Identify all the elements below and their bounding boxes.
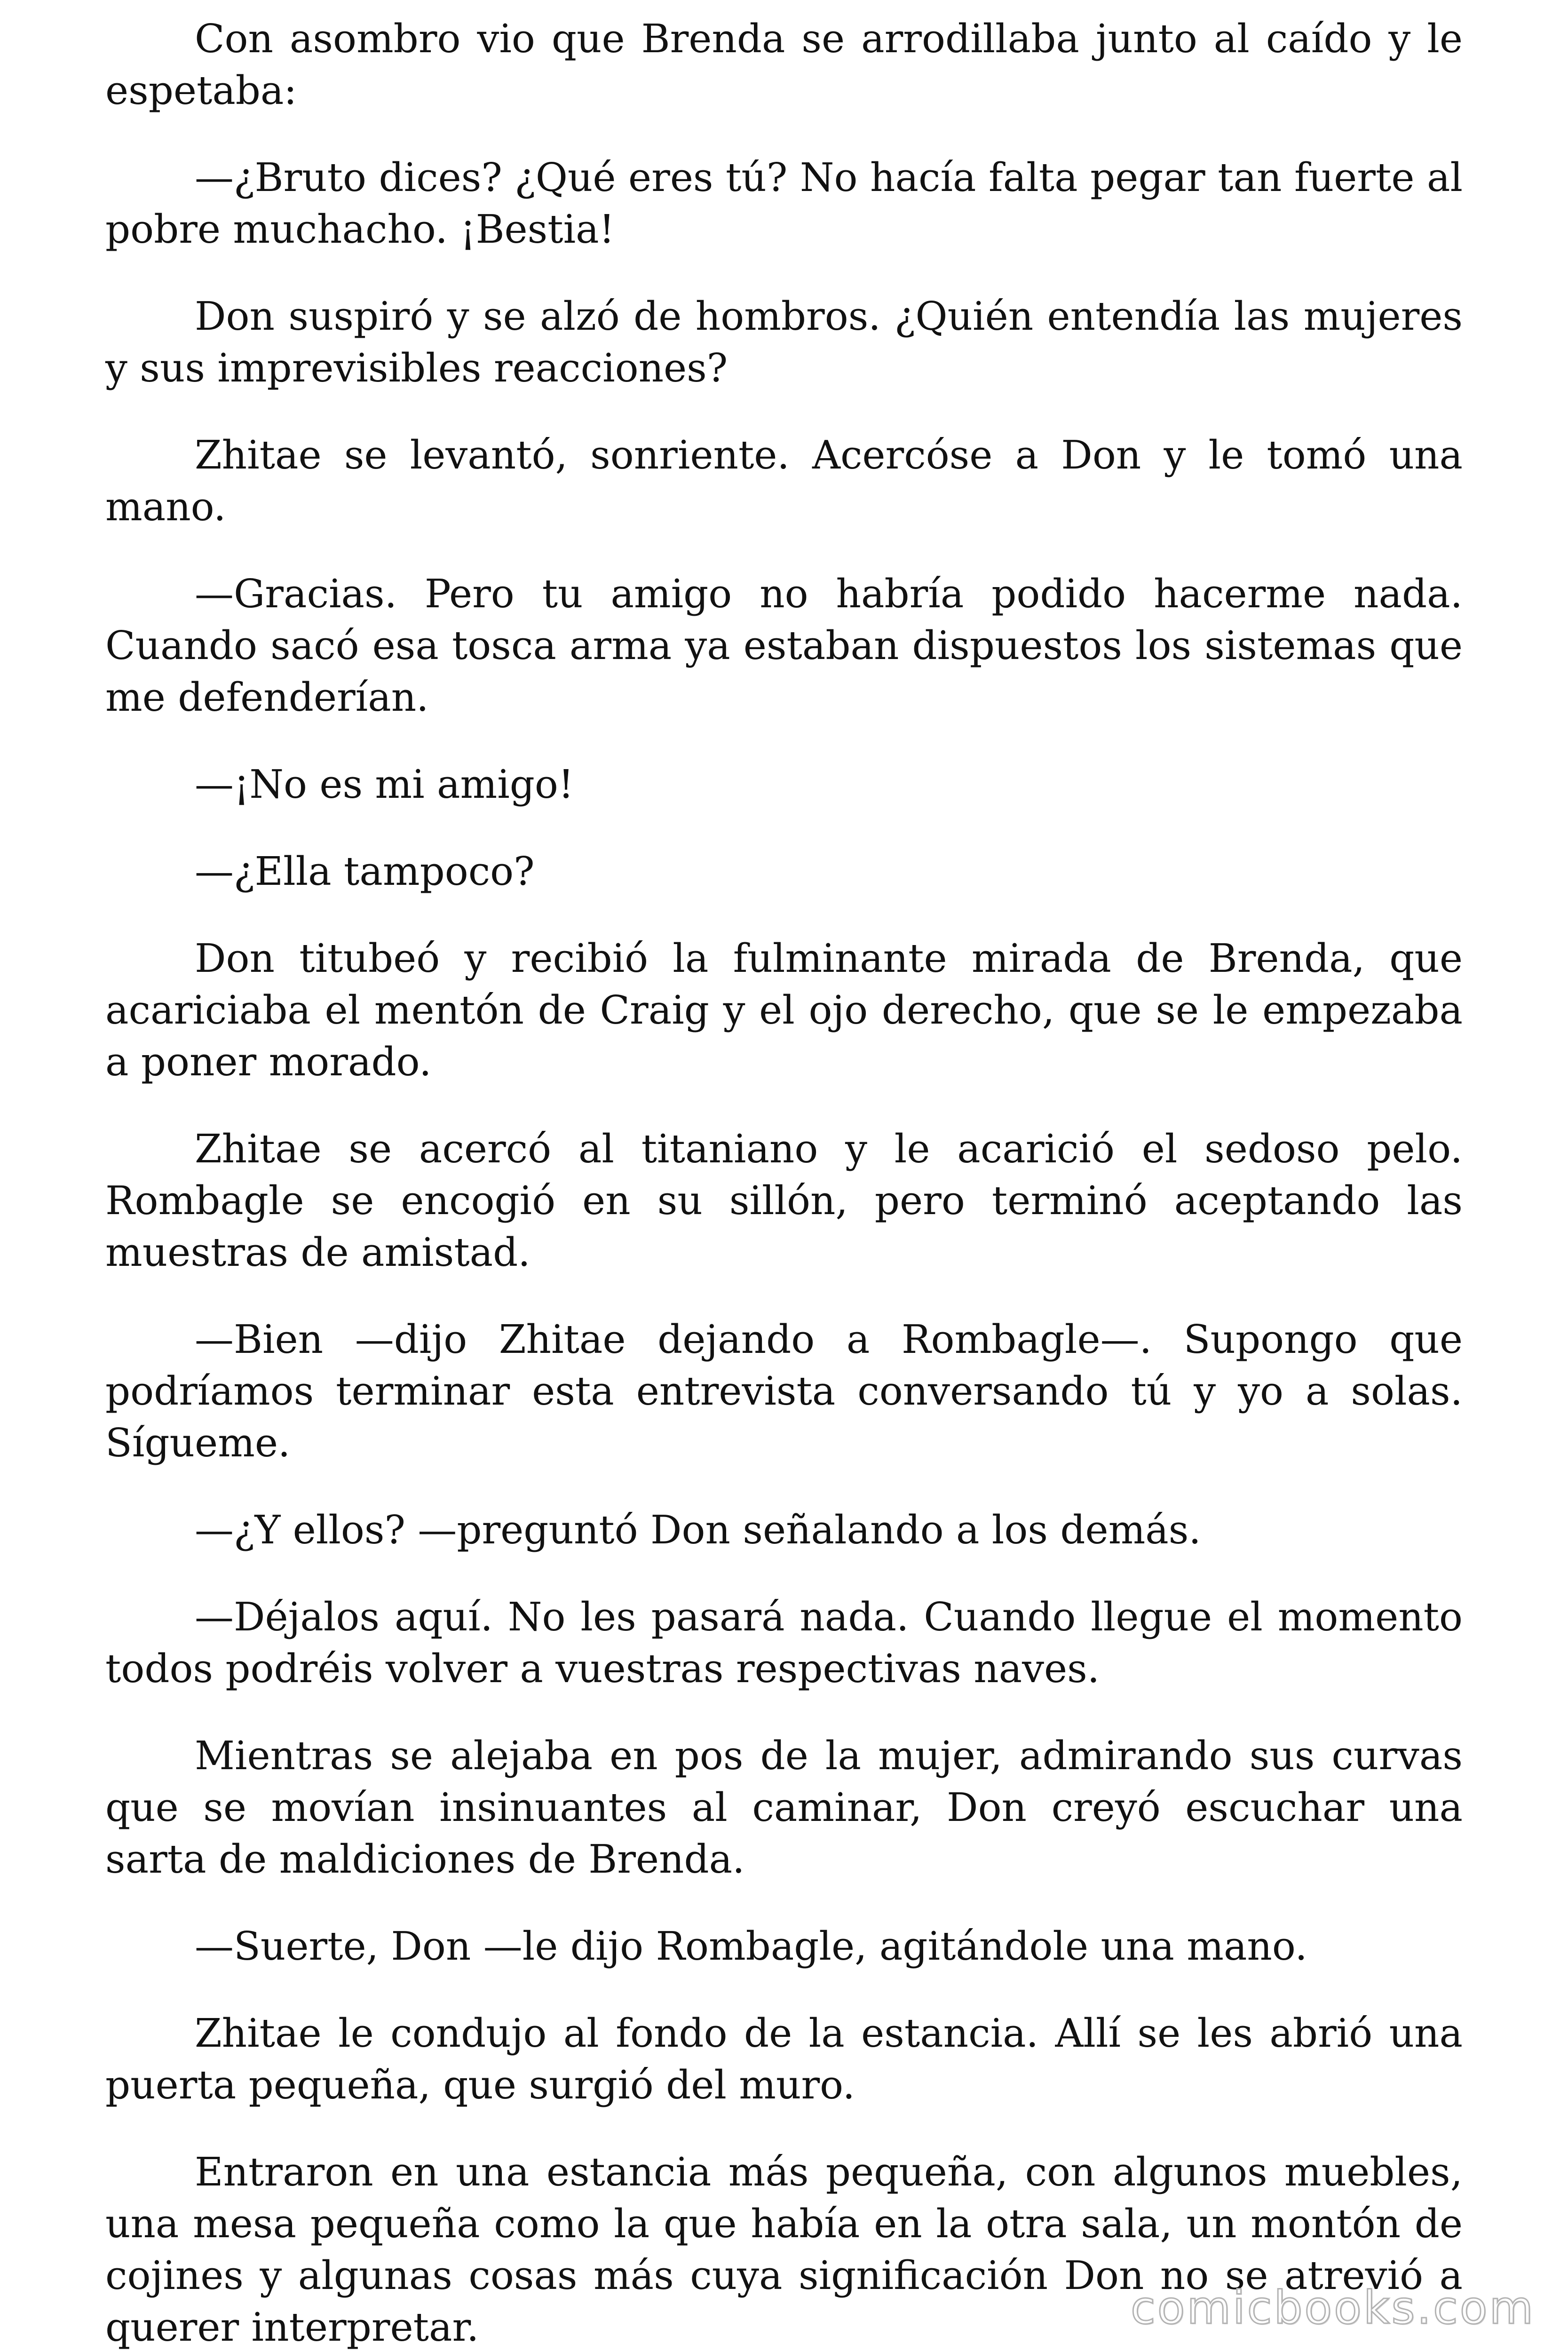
paragraph-6: —¡No es mi amigo! [195,762,574,807]
paragraph-1: Con asombro vio que Brenda se arrodillaba junto al caído y le espetaba: [105,16,1463,113]
paragraph-8: Don titubeó y recibió la fulminante mirada de Brenda, que acariciaba el mentón de Craig y el ojo derecho, que se le empezaba a poner morado. [105,936,1463,1085]
paragraph-7: —¿Ella tampoco? [195,849,535,894]
paragraph-16: Entraron en una estancia más pequeña, con algunos muebles, una mesa pequeña como la que había en la otra sala, un montón de cojines y algunas cosas más cuya significación Don no se atrevió a querer interpretar. [105,2149,1463,2350]
paragraph-9: Zhitae se acercó al titaniano y le acarició el sedoso pelo. Rombagle se encogió en su sillón, pero terminó aceptando las muestras de amistad. [105,1126,1463,1275]
paragraph-11: —¿Y ellos? —preguntó Don señalando a los demás. [195,1507,1201,1553]
paragraph-3: Don suspiró y se alzó de hombros. ¿Quién entendía las mujeres y sus imprevisibles reacciones? [105,294,1463,391]
paragraph-12: —Déjalos aquí. No les pasará nada. Cuando llegue el momento todos podréis volver a vuestras respectivas naves. [105,1594,1463,1692]
watermark-text: comicbooks.com [1130,2281,1535,2334]
paragraph-4: Zhitae se levantó, sonriente. Acercóse a Don y le tomó una mano. [105,432,1463,530]
paragraph-15: Zhitae le condujo al fondo de la estancia. Allí se les abrió una puerta pequeña, que surgió del muro. [105,2010,1463,2108]
paragraph-10: —Bien —dijo Zhitae dejando a Rombagle—. Supongo que podríamos terminar esta entrevista conversando tú y yo a solas. Sígueme. [105,1317,1463,1466]
paragraph-13: Mientras se alejaba en pos de la mujer, admirando sus curvas que se movían insinuantes al caminar, Don creyó escuchar una sarta de maldiciones de Brenda. [105,1733,1463,1882]
paragraph-2: —¿Bruto dices? ¿Qué eres tú? No hacía falta pegar tan fuerte al pobre muchacho. ¡Bestia! [105,155,1463,252]
paragraph-5: —Gracias. Pero tu amigo no habría podido hacerme nada. Cuando sacó esa tosca arma ya estaban dispuestos los sistemas que me defenderían. [105,571,1463,720]
book-page [105,13,1463,2352]
paragraph-14: —Suerte, Don —le dijo Rombagle, agitándole una mano. [195,1923,1307,1969]
